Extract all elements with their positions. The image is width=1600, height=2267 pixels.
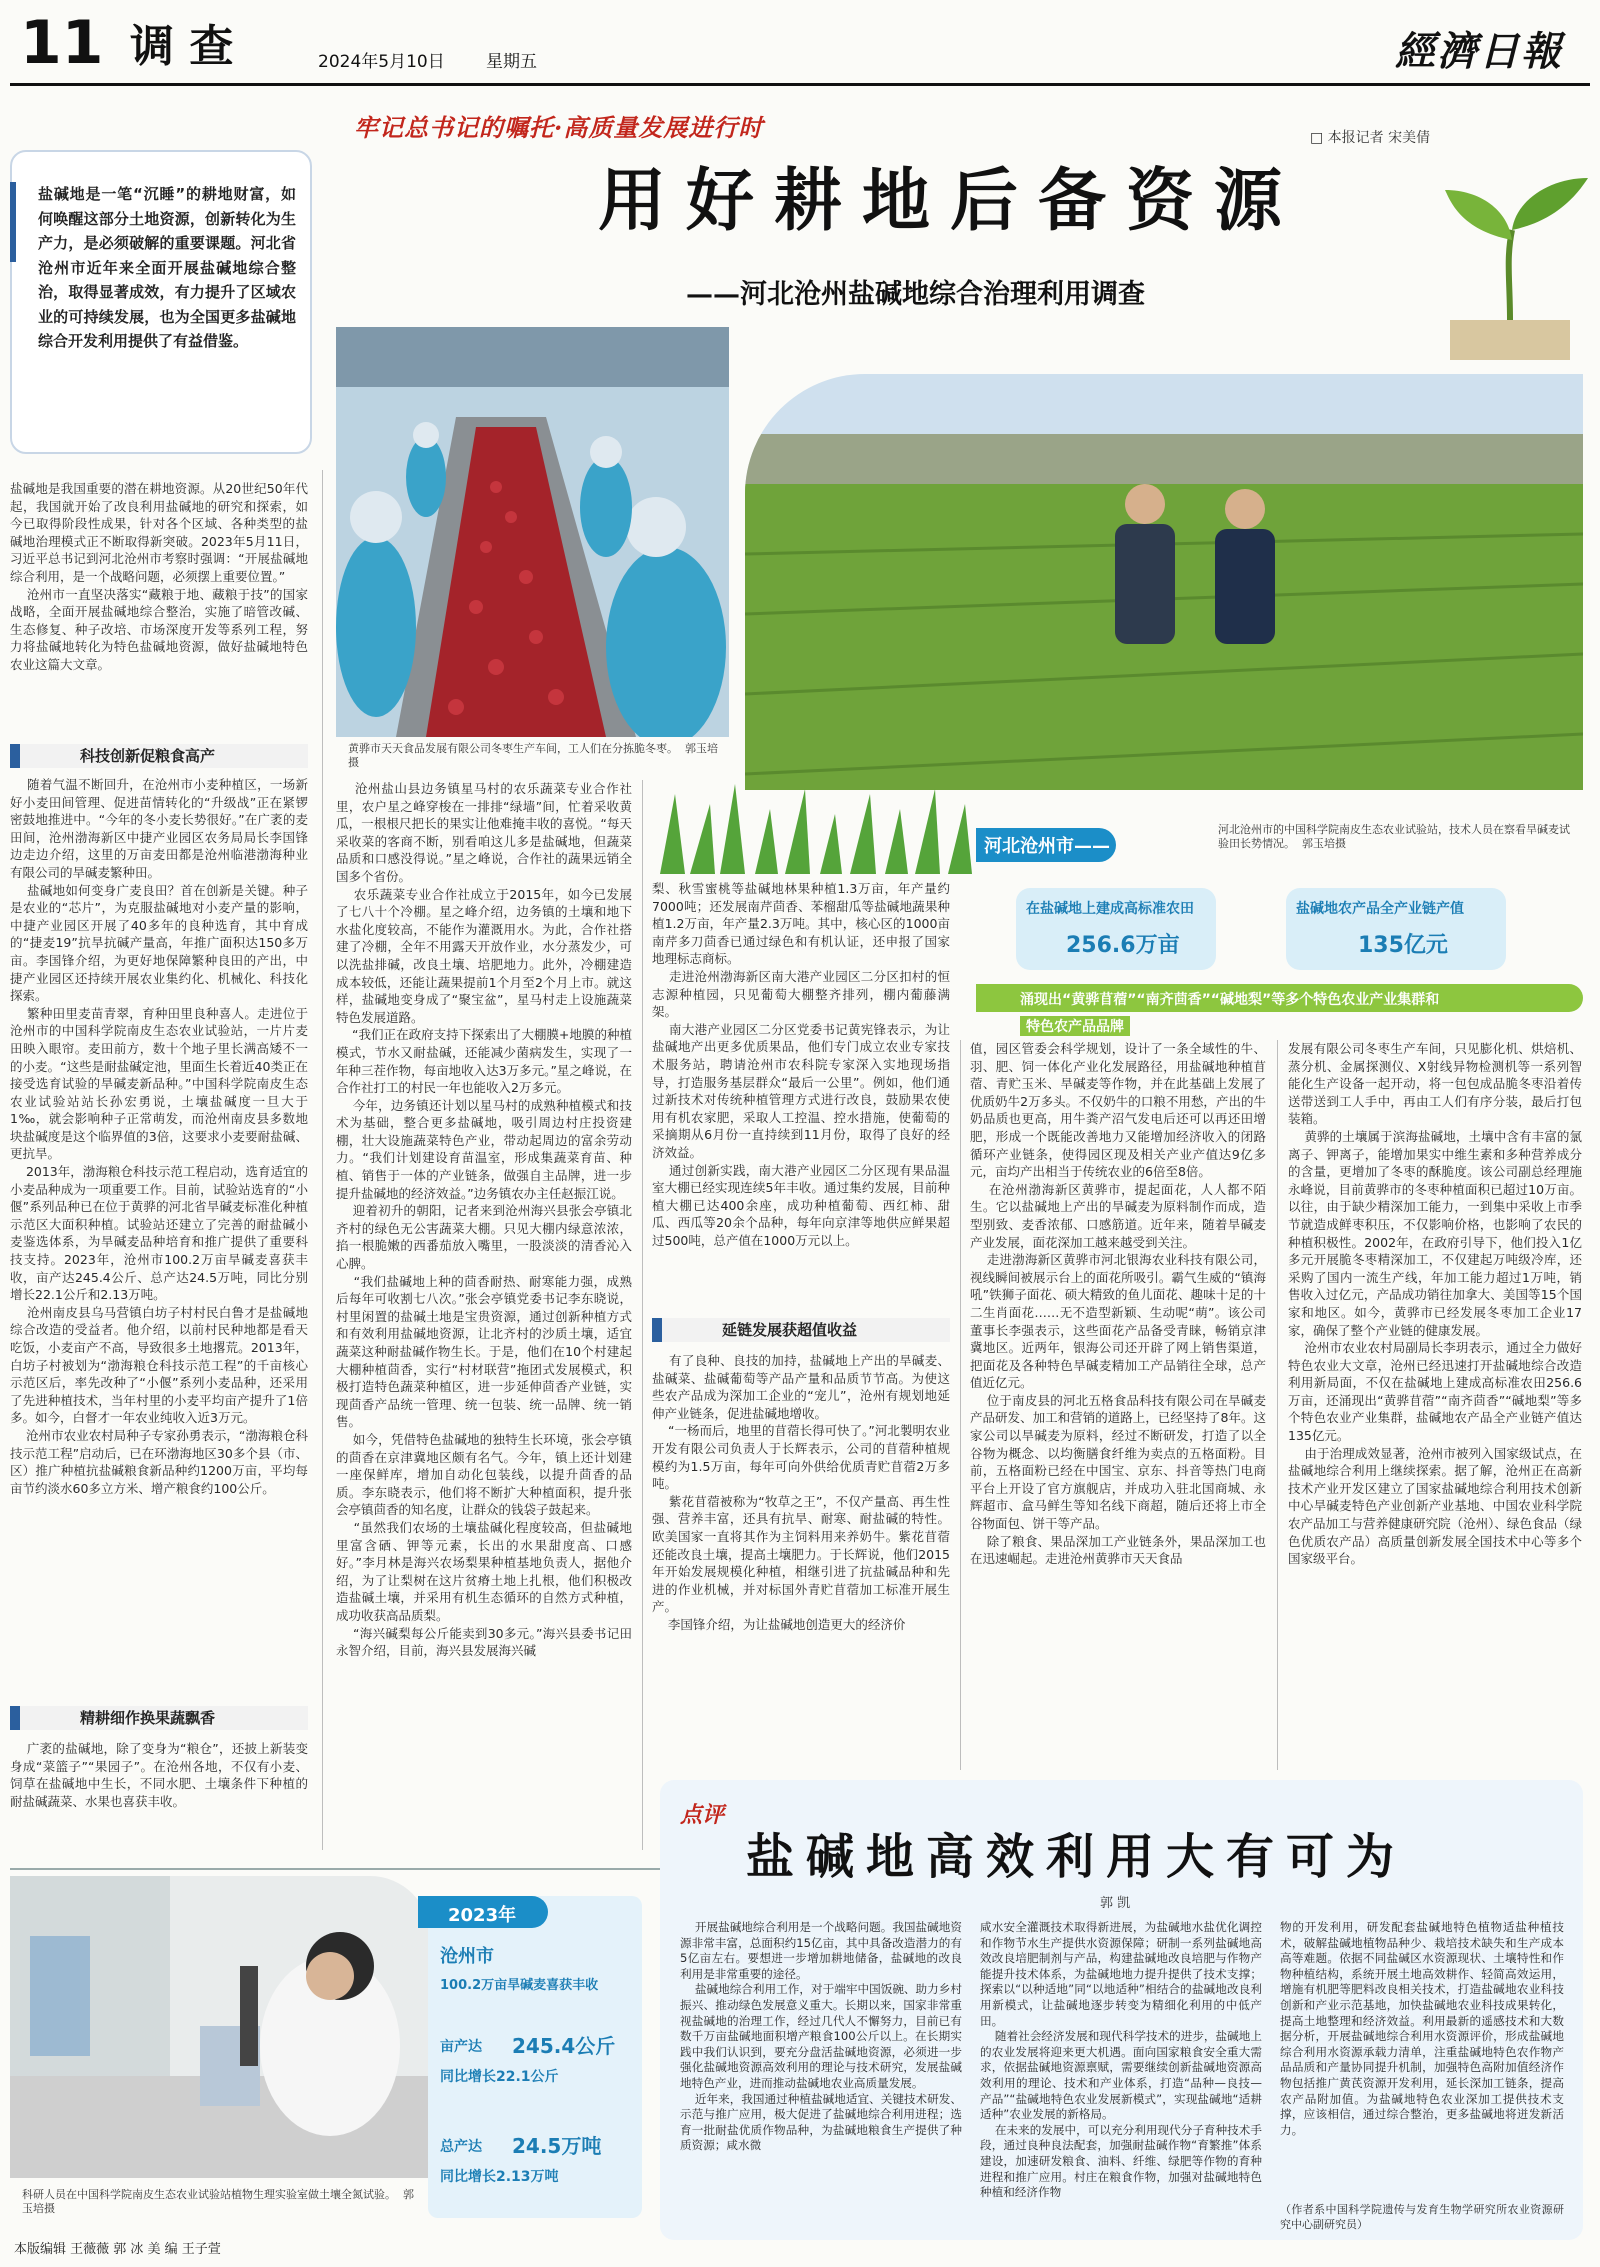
photo-wheat-field (745, 374, 1583, 790)
infographic-ribbon-text: 涌现出“黄骅苜蓿”“南齐茴香”“碱地梨”等多个特色农业产业集群和 (1020, 992, 1440, 1008)
lead-text: 盐碱地是一笔“沉睡”的耕地财富，如何唤醒这部分土地资源，创新转化为生产力，是必须破解的重要课题。河北省沧州市近年来全面开展盐碱地综合整治，取得显著成效，有力提升了区域农业的可持续发展，也为全国更多盐碱地综合开发利用提供了有益借鉴。 (38, 185, 296, 350)
stats-city: 沧州市 (440, 1946, 494, 1967)
section-name: 调 查 (130, 21, 234, 72)
page-header (0, 0, 1600, 88)
page-number: 11 (20, 8, 104, 78)
sprout-illustration (1440, 170, 1590, 360)
commentary-title: 盐碱地高效利用大有可为 (746, 1829, 1407, 1885)
stat-farmland-value: 256.6万亩 (1066, 933, 1180, 958)
infographic-ribbon-text-2: 特色农产品品牌 (1020, 1016, 1130, 1036)
stats-total-label: 总产达 (440, 2139, 482, 2155)
banner: 牢记总书记的嘱托·高质量发展进行时 (354, 113, 764, 142)
header-rule (10, 83, 1590, 86)
stats-yield-growth: 同比增长22.1公斤 (440, 2069, 559, 2085)
stat-box-farmland (1016, 888, 1216, 970)
column-rule-3 (960, 1040, 961, 1770)
column-rule-1 (322, 470, 323, 1850)
subheadline: ——河北沧州盐碱地综合治理利用调查 (686, 279, 1145, 310)
stats-panel (428, 1896, 642, 2218)
paper-name-logo: 經濟日報 (1395, 28, 1563, 75)
photo-lab (10, 1876, 430, 2178)
section-head-fruit: 精耕细作换果蔬飘香 (10, 1706, 308, 1730)
photo-factory-caption: 黄骅市天天食品发展有限公司冬枣生产车间，工人们在分拣脆冬枣。 郭玉培摄 (348, 742, 718, 769)
stat-box-output (1286, 888, 1506, 970)
lead-box (10, 150, 312, 454)
infographic-title: 河北沧州市—— (984, 836, 1110, 857)
column-5: 发展有限公司冬枣生产车间，只见膨化机、烘焙机、蒸分机、金属探测仪、X射线异物检测机等一系列智能化生产设备一起开动，将一包包成品脆冬枣沿着传送带送到工人手中，再由工人们有序分装，最后打包装箱。 黄骅的土壤属于滨海盐碱地，土壤中含有丰富的氯离子、钾离子，能增加果实中维生素和多种营养成分的含量，更增加了冬枣的酥脆度。该公司副总经理施永峰说，目前黄骅市的冬枣种植面积已超过10万亩。以往，由于缺少精深加工能力，一到集中采收上市季节就造成鲜枣积压，不仅影响价格，也影响了农民的种植积极性。2002年，在政府引导下，他们投入1亿多元开展脆冬枣精深加工，不仅建起万吨级冷库，还采购了国内一流生产线，年加工能力超过1万吨，销售收入过亿元，产品成功销往加拿大、美国等15个国家和地区。如今，黄骅市已经发展冬枣加工企业17家，确保了整个产业链的健康发展。 沧州市农业农村局副局长李玥表示，通过全力做好特色农业大文章，沧州已经迅速打开盐碱地综合改造利用新局面，不仅在盐碱地上建成高标准农田256.6万亩，还涌现出“黄骅苜蓿”“南齐茴香”“碱地梨”等多个特色农业产业集群，盐碱地农产品全产业链产值达135亿元。 由于治理成效显著，沧州市被列入国家级试点，在盐碱地综合利用上继续探索。据了解，沧州正在高新技术产业开发区建立了国家盐碱地综合利用技术创新中心旱碱麦特色产业创新产业基地、中国农业科学院农产品加工与营养健康研究院（沧州）、绿色食品（绿色优质农产品）高质量创新发展全国技术中心等多个国家级平台。 (1288, 1041, 1582, 1567)
stats-total-growth: 同比增长2.13万吨 (440, 2169, 559, 2185)
commentary-footnote: （作者系中国科学院遗传与发育生物学研究所农业资源研究中心副研究员） (1280, 2203, 1564, 2231)
byline: □ 本报记者 宋美倩 (1310, 130, 1431, 146)
stats-yield-value: 245.4公斤 (512, 2034, 616, 2058)
column-2: 沧州盐山县边务镇星马村的农乐蔬菜专业合作社里，农户星之峰穿梭在一排排“绿墙”间，忙着采收黄瓜，一根根尺把长的果实让他难掩丰收的喜悦。“每天采收菜的客商不断，别看咱这儿多是盐碱地，但蔬菜品质和口感没得说。”星之峰说，合作社的蔬果远销全国多个省份。 农乐蔬菜专业合作社成立于2015年，如今已发展了七八十个冷棚。星之峰介绍，边务镇的土壤和地下水盐化度较高，不能作为灌溉用水。为此，合作社搭建了冷棚，全年不用露天开放作业，水分蒸发少，可以洗盐排碱，改良土壤、培肥地力。此外，冷棚建造成本较低，还能让蔬果提前1个月至2个月上市。就这样，盐碱地变身成了“聚宝盆”，星马村走上设施蔬菜特色发展道路。 “我们正在政府支持下探索出了大棚膜+地膜的种植模式，节水又耐盐碱，还能减少菌病发生，实现了一年种三茬作物，每亩地收入达3万多元。”星之峰说，在合作社打工的村民一年也能收入2万多元。 今年，边务镇还计划以星马村的成熟种植模式和技术为基础，整合更多盐碱地，吸引周边村庄投资建棚，壮大设施蔬菜特色产业，带动起周边的富余劳动力。“我们计划建设育苗温室，形成集蔬菜育苗、种植、销售于一体的产业链条，做强自主品牌，进一步提升盐碱地的经济效益。”边务镇农办主任赵振江说。 迎着初升的朝阳，记者来到沧州海兴县张会亭镇北齐村的绿色无公害蔬菜大棚。只见大棚内绿意浓浓，掐一根脆嫩的西番茄放入嘴里，一股淡淡的清香沁入心脾。 “我们盐碱地上种的茴香耐热、耐寒能力强，成熟后每年可收割七八次。”张会亭镇党委书记李东晓说，村里闲置的盐碱土地是宝贵资源，通过创新种植方式和有效利用盐碱地资源，让北齐村的沙质土壤，适宜蔬菜这种耐盐碱作物生长。于是，他们在10个村建起大棚种植茴香，实行“村材联营”拖团式发展模式，积极打造特色蔬菜种植区，进一步延伸茴香产业链，实现茴香产品统一管理、统一包装、统一品牌、统一销售。 如今，凭借特色盐碱地的独特生长环境，张会亭镇的茴香在京津冀地区颇有名气。今年，镇上还计划建一座保鲜库，增加自动化包装线，以提升茴香的品质。李东晓表示，他们将不断扩大种植面积，提升张会亭镇茴香的知名度，让群众的钱袋子鼓起来。 “虽然我们农场的土壤盐碱化程度较高，但盐碱地里富含硒、钾等元素，长出的水果甜度高、口感好。”李月林是海兴农场梨果种植基地负责人，据他介绍，为了让梨树在这片贫瘠土地上扎根，他们积极改造盐碱土壤，并采用有机生态循环的自然方式种植，成功收获高品质梨。 “海兴碱梨每公斤能卖到30多元。”海兴县委书记田永智介绍，目前，海兴县发展海兴碱 (336, 781, 632, 1659)
stat-farmland-label: 在盐碱地上建成高标准农田 (1026, 901, 1194, 917)
commentary-author: 郭 凯 (1100, 1896, 1131, 1911)
commentary-column-1: 开展盐碱地综合利用是一个战略问题。我国盐碱地资源非常丰富，总面积约15亿亩，其中具备改造潜力的有5亿亩左右。要想进一步增加耕地储备，盐碱地的改良利用是非常重要的途径。 盐碱地综合利用工作，对于端牢中国饭碗、助力乡村振兴、推动绿色发展意义重大。长期以来，国家非常重视盐碱地的治理工作，经过几代人不懈努力，目前已有数千万亩盐碱地面积增产粮食100公斤以上。在长期实践中我们认识到，要充分盘活盐碱地资源，必须进一步强化盐碱地资源高效利用的理论与技术研究，发展盐碱地特色产业，进而推动盐碱地农业高质量发展。 近年来，我国通过种植盐碱地适宜、关键技术研发、示范与推广应用，极大促进了盐碱地综合利用进程；选育一批耐盐优质作物品种，为盐碱地粮食生产提供了种质资源；咸水微 (680, 1920, 962, 2153)
column-1-intro: 盐碱地是我国重要的潜在耕地资源。从20世纪50年代起，我国就开始了改良利用盐碱地的研究和探索，如今已取得阶段性成果，针对各个区域、各种类型的盐碱地治理模式正不断取得新突破。2023年5月11日，习近平总书记到河北沧州市考察时强调：“开展盐碱地综合利用，是一个战略问题，必须摆上重要位置。” 沧州市一直坚决落实“藏粮于地、藏粮于技”的国家战略，全面开展盐碱地综合整治，实施了暗管改碱、生态修复、种子改培、市场深度开发等系列工程，努力将盐碱地转化为特色盐碱地资源，做好盐碱地特色农业这篇大文章。 (10, 481, 308, 672)
footer-credits: 本版编辑 王薇薇 郭 冰 美 编 王子萱 (14, 2242, 221, 2257)
issue-date: 2024年5月10日 (318, 52, 445, 72)
column-4: 值，园区管委会科学规划，设计了一条全域性的牛、羽、肥、饲一体化产业化发展路径，用盐碱地种植苜蓿、青贮玉米、旱碱麦等作物，并在此基础上发展了优质奶牛2万多头。不仅奶牛的口粮不用愁，产出的牛奶品质也更高，用牛粪产沼气发电后还可以再还田增肥，形成一个既能改善地力又能增加经济收入的闭路循环产业链条，使得园区现及相关产业产值达9亿多元，亩均产出相当于传统农业的6倍至8倍。 在沧州渤海新区黄骅市，提起面花，人人都不陌生。它以盐碱地上产出的旱碱麦为原料制作而成，造型别致、麦香浓郁、口感筋道。近年来，随着旱碱麦产业发展，面花深加工越来越受到关注。 走进渤海新区黄骅市河北银海农业科技有限公司，视线瞬间被展示台上的面花所吸引。霸气生威的“镇海吼”铁狮子面花、硕大精致的鱼儿面花、趣味十足的十二生肖面花……无不造型新颖、生动呢“萌”。该公司董事长李强表示，这些面花产品备受青睐，畅销京津冀地区。近两年，银海公司还开辟了网上销售渠道，把面花及各种特色旱碱麦精加工产品销往全球，总产值近亿元。 位于南皮县的河北五格食品科技有限公司在旱碱麦产品研发、加工和营销的道路上，已经坚持了8年。这家公司以旱碱麦为原料，经过不断研发，打造了以全谷物为概念、以均衡膳食纤维为卖点的五格面粉。目前，五格面粉已经在中国宝、京东、抖音等热门电商平台上开设了官方旗舰店，并成功入驻北国商城、永辉超市、盒马鲜生等知名线下商超，随后还将上市全谷物面包、饼干等产品。 除了粮食、果品深加工产业链条外，果品深加工也在迅速崛起。走进沧州黄骅市天天食品 (970, 1041, 1266, 1567)
lab-scene-graphic (10, 1876, 430, 2178)
wheat-field-graphic (745, 374, 1583, 790)
issue-weekday: 星期五 (486, 52, 537, 72)
commentary-column-3: 物的开发利用，研发配套盐碱地特色植物适盐种植技术，破解盐碱地植物品种少、栽培技术缺失和生产成本高等难题。依据不同盐碱区水资源现状、土壤特性和作物种植结构，系统开展土地高效耕作、轻简高效运用，增施有机肥等肥料改良相关技术，打造盐碱地农业科技创新和产业示范基地，加快盐碱地农业科技成果转化，提高土地整理和经济效益。利用最新的遥感技术和大数据分析，开展盐碱地综合利用水资源评价，形成盐碱地综合利用水资源承载力清单，注重盐碱地特色农作物产品品质和产量协同提升机制，加强特色高附加值经济作物包括推广黄芪资源开发利用，延长深加工链条，提高农产品附加值。为盐碱地特色农业深加工提供技术支撑，应该相信，通过综合整治，更多盐碱地将迸发新活力。 (1280, 1920, 1564, 2137)
column-3: 梨、秋雪蜜桃等盐碱地林果种植1.3万亩，年产量约7000吨；还发展南芹茴香、苯榴甜瓜等盐碱地蔬果种植1.2万亩，年产量2.3万吨。其中，核心区的1000亩南芹多刀茴香已通过绿色和有机认证，还申报了国家地理标志商标。 走进沧州渤海新区南大港产业园区二分区扣村的恒志源种植园，只见葡萄大棚整齐排列，棚内葡藤满架。 南大港产业园区二分区党委书记黄宪锋表示，为让盐碱地产出更多优质果品，他们专门成立农业专家技术服务站，聘请沧州市农科院专家深入实地现场指导，打造服务基层群众“最后一公里”。例如，他们通过新技术对传统种植管理方式进行改良，鼓励果农使用有机农家肥，采取人工控温、控水措施，使葡萄的采摘期从6月份一直持续到11月份，取得了良好的经济效益。 通过创新实践，南大港产业园区二分区现有果品温室大棚已经实现连续5年丰收。通过集约发展，目前种植大棚已达400余座，成功种植葡萄、西红柿、甜瓜、西瓜等20余个品种，每年向京津等地供应鲜果超过500吨，总产值在1000万元以上。 (652, 881, 950, 1248)
factory-scene-graphic (336, 327, 729, 737)
commentary-box (660, 1780, 1583, 2240)
section-head-tech: 科技创新促粮食高产 (10, 744, 308, 768)
column-3-section-3: 有了良种、良技的加持，盐碱地上产出的旱碱麦、盐碱菜、盐碱葡萄等产品产量和品质节节高。为使这些农产品成为深加工企业的“宠儿”，沧州有规划地延伸产业链条，促进盐碱地增收。 “一杨而后，地里的苜蓿长得可快了。”河北製明农业开发有限公司负责人于长辉表示，公司的苜蓿种植规模约为1.5万亩，每年可向外供给优质青贮苜蓿2万多吨。 紫花苜蓿被称为“牧草之王”，不仅产量高、再生性强、营养丰富，还具有抗旱、耐寒、耐盐碱的特性。欧美国家一直将其作为主饲料用来养奶牛。紫花苜蓿还能改良土壤，提高土壤肥力。于长辉说，他们2015年开始发展规模化种植，相继引进了抗盐碱品种和先进的作业机械，并对标国外青贮苜蓿加工标准开展生产。 李国锋介绍，为让盐碱地创造更大的经济价 (652, 1353, 950, 1632)
photo-wheat-caption: 河北沧州市的中国科学院南皮生态农业试验站，技术人员在察看旱碱麦试验田长势情况。 郭玉培摄 (1218, 823, 1570, 850)
commentary-tag: 点评 (680, 1802, 725, 1828)
column-rule-2 (642, 780, 643, 1850)
stats-harvest: 100.2万亩旱碱麦喜获丰收 (440, 1978, 599, 1993)
stats-year: 2023年 (448, 1905, 517, 1926)
stat-output-value: 135亿元 (1358, 933, 1448, 958)
column-1-section-2: 广袤的盐碱地，除了变身为“粮仓”，还披上新装变身成“菜篮子”“果园子”。在沧州各地，不仅有小麦、饲草在盐碱地中生长，不同水肥、土壤条件下种植的耐盐碱蔬菜、水果也喜获丰收。 (10, 1741, 308, 1809)
column-rule-4 (1277, 1040, 1278, 1770)
section-head-chain: 延链发展获超值收益 (652, 1318, 950, 1342)
headline: 用好耕地后备资源 (598, 162, 1303, 241)
stats-yield-label: 亩产达 (440, 2039, 482, 2055)
stat-output-label: 盐碱地农产品全产业链产值 (1296, 901, 1464, 917)
infographic-panel (976, 818, 1583, 1035)
photo-lab-caption: 科研人员在中国科学院南皮生态农业试验站植物生理实验室做土壤全氮试验。 郭玉培摄 (22, 2188, 414, 2215)
lead-accent (10, 182, 16, 262)
column-1-section-1: 随着气温不断回升，在沧州市小麦种植区，一场新好小麦田间管理、促进苗情转化的“升级战”正在紧锣密鼓地推进中。“今年的冬小麦长势很好。”在广袤的麦田间，沧州渤海新区中捷产业园区农务局局长李国锋边走边介绍，这里的万亩麦田都是沧州临港渤海种业有限公司的旱碱麦繁种田。 盐碱地如何变身广麦良田？首在创新是关键。种子是农业的“芯片”，为克服盐碱地对小麦产量的影响，中捷产业园区开展了40多年的良种选育，其中育成的“捷麦19”抗旱抗碱产量高，年推广面积达150多万亩。李国锋介绍，为更好地保障繁种良田的产出，中捷产业园区还持续开展农业集约化、机械化、科技化探索。 繁种田里麦苗青翠，育种田里良种喜人。走进位于沧州市的中国科学院南皮生态农业试验站，一片片麦田映入眼帘。麦田前方，数十个地子里长满高矮不一的小麦。“这些是耐盐碱定池，里面生长着近40类正在接受选育试验的旱碱麦新品种。”中国科学院南皮生态农业试验站站长孙宏勇说，土壤盐碱度一旦大于1‰，就会影响种子正常萌发，而沧州南皮县多数地块盐碱度是这个临界值的3倍，这要求小麦要耐盐碱、更抗旱。 2013年，渤海粮仓科技示范工程启动，选育适宜的小麦品种成为一项重要工作。目前，试验站选育的“小偃”系列品种已在位于黄骅的河北省旱碱麦标准化种植示范区大面积种植。试验站还建立了完善的耐盐碱小麦鉴选体系，为旱碱麦品种培育和推广提供了重要科技支持。2023年，沧州市100.2万亩旱碱麦喜获丰收，亩产达245.4公斤、总产达24.5万吨，同比分别增长22.1公斤和2.13万吨。 沧州南皮县乌马营镇白坊子村村民白鲁才是盐碱地综合改造的受益者。他介绍，以前村民种地都是看天吃饭，小麦亩产不高，导致很多土地撂荒。2013年，白坊子村被划为“渤海粮仓科技示范工程”的千亩核心示范区后，率先改种了“小偃”系列小麦品种，还采用了先进种植技术，当年村里的小麦平均亩产提升了1倍多。如今，白督才一年农业纯收入近3万元。 沧州市农业农村局种子专家孙勇表示，“渤海粮仓科技示范工程”启动后，已在环渤海地区30多个县（市、区）推广种植抗盐碱粮食新品种约1200万亩，平均每亩节约淡水60多立方米、增产粮食约100公斤。 (10, 777, 308, 1496)
commentary-column-2: 咸水安全灌溉技术取得新进展，为盐碱地水盐优化调控和作物节水生产提供水资源保障；研制一系列盐碱地高效改良培肥制剂与产品，构建盐碱地改良培肥与作物产能提升技术体系，为盐碱地地力提升提供了技术支撑；探索以“以种适地”同“以地适种”相结合的盐碱地改良利用新模式，让盐碱地逐步转变为精细化利用的中低产田。 随着社会经济发展和现代科学技术的进步，盐碱地上的农业发展将迎来更大机遇。面向国家粮食安全重大需求，依据盐碱地资源禀赋，需要继续创新盐碱地资源高效利用的理论、技术和产业体系，打造“品种—良技—产品”“盐碱地特色农业发展新模式”，实现盐碱地“适耕适种”农业发展的新格局。 在未来的发展中，可以充分利用现代分子育种技术手段，通过良种良法配套，加强耐盐碱作物“育繁推”体系建设，加速研发粮食、油料、纤维、绿肥等作物的育种进程和推广应用。村庄在粮食作物，加强对盐碱地特色种植和经济作物 (980, 1920, 1262, 2200)
stats-total-value: 24.5万吨 (512, 2134, 602, 2158)
grass-decoration (660, 784, 980, 874)
photo-factory (336, 327, 729, 737)
